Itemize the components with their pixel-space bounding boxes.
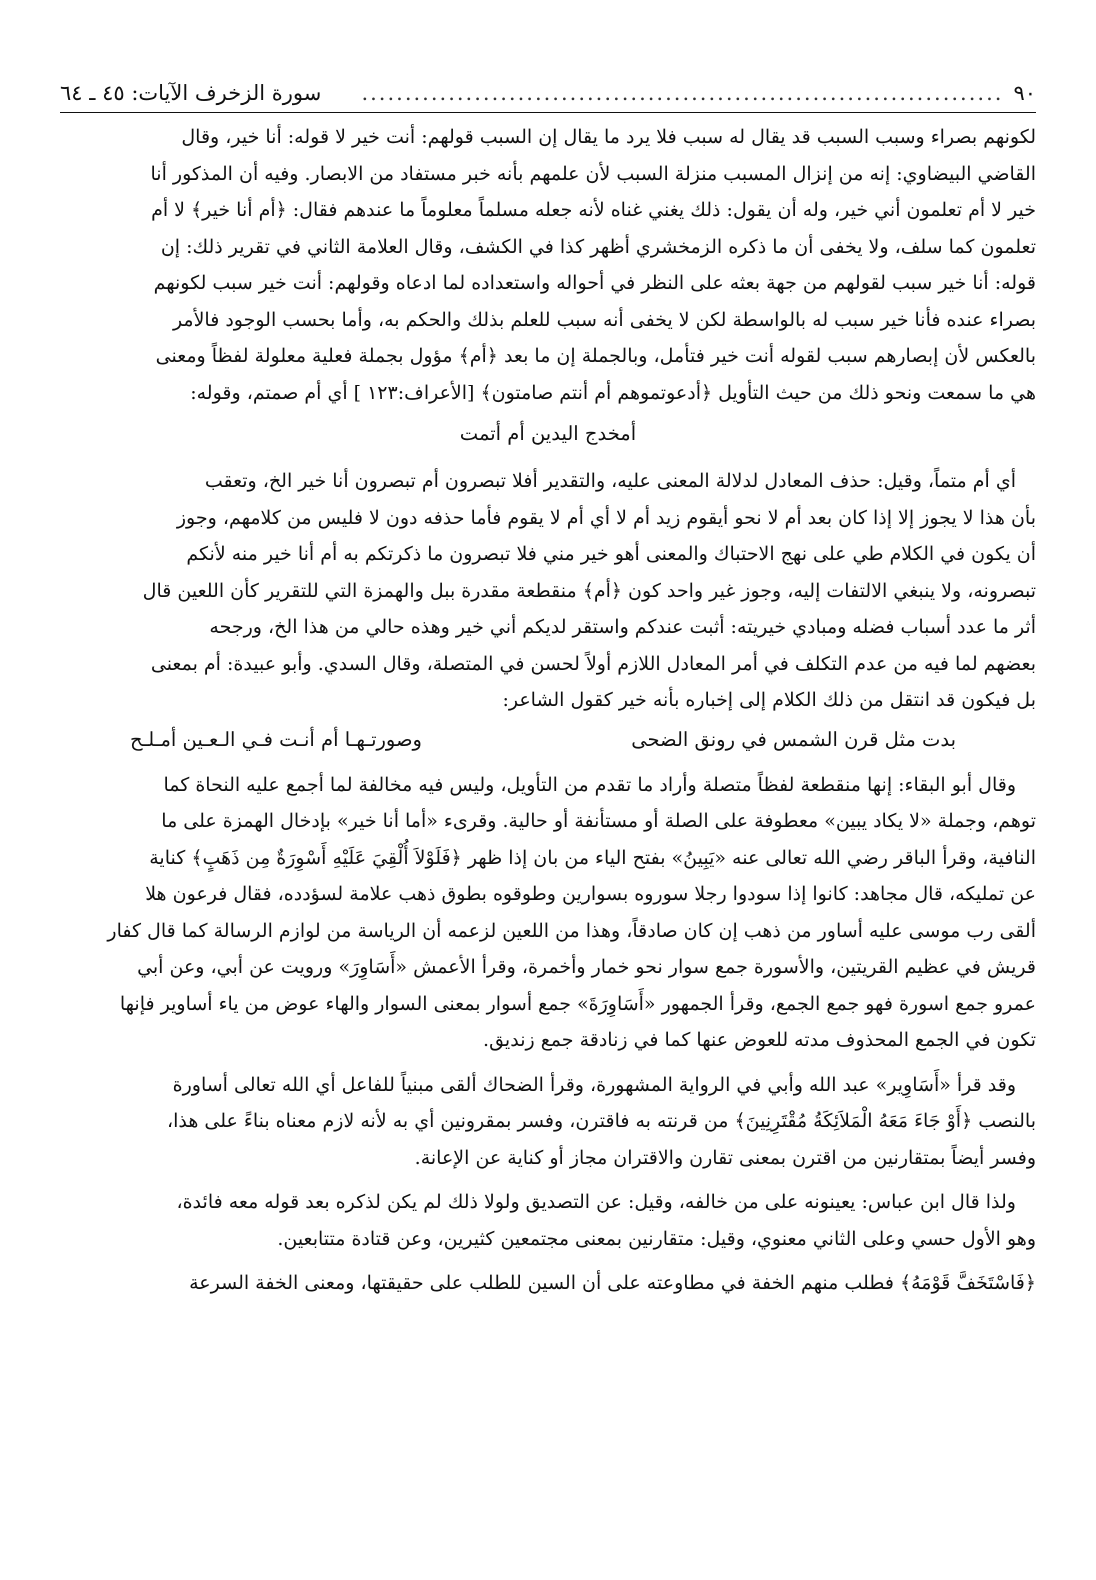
text-line: لكونهم بصراء وسبب السبب قد يقال له سبب فلا يرد ما يقال إن السبب قولهم: أنت خير لا قوله: أنا خير، وقال	[181, 126, 1036, 148]
text-line: تعلمون كما سلف، ولا يخفى أن ما ذكره الزمخشري أظهر كذا في الكشف، وقال العلامة الثاني في تقرير ذلك: إن	[160, 235, 1036, 258]
text-line: توهم، وجملة «لا يكاد يبين» معطوفة على الصلة أو مستأنفة أو حالية. وقرىء «أما أنا خير» بإدخال الهمزة على ما	[161, 810, 1036, 832]
paragraph-1	[60, 119, 1036, 411]
text-line: هي ما سمعت ونحو ذلك من حيث التأويل ﴿أدعوتموهم أم أنتم صامتون﴾ [الأعراف:١٢٣ ] أي أم صمتم، وقوله:	[190, 381, 1036, 404]
text-line: تكون في الجمع المحذوف مدته للعوض عنها كما في زنادقة جمع زنديق.	[483, 1029, 1036, 1051]
text-line: بأن هذا لا يجوز إلا إذا كان بعد أم لا نحو أيقوم زيد أم لا أي أم لا يقوم فأما حذفه دون لا فليس من كلامهم، وجوز	[176, 506, 1036, 529]
poem-first-hemistich: بدت مثل قرن الشمس في رونق الضحى	[631, 727, 956, 751]
verse-quote: أمخدج اليدين أم أتمت	[459, 422, 637, 445]
text-line: بعضهم لما فيه من عدم التكلف في أمر المعادل اللازم أولاً لحسن في المتصلة، وقال السدي. وأبو عبيدة: أم بمعنى	[150, 652, 1036, 675]
text-line: خير لا أم تعلمون أني خير، وله أن يقول: ذلك يغني غناه لأنه جعله مسلماً معلوماً ما عندهم فقال: ﴿أم أنا خير﴾ لا أم	[151, 199, 1036, 221]
text-line: النافية، وقرأ الباقر رضي الله تعالى عنه «يَبِينُ» بفتح الياء من بان إذا ظهر ﴿فَلَوْلاَ أُلْقِيَ عَلَيْهِ أَسْوِرَةٌ مِن ذَهَبٍ﴾ كناية	[149, 846, 1036, 869]
text-line: وهو الأول حسي وعلى الثاني معنوي، وقيل: متقارنين بمعنى مجتمعين كثيرين، وعن قتادة متتابعين.	[277, 1227, 1036, 1250]
paragraph-4	[60, 1067, 1036, 1177]
text-line: أي أم متماً، وقيل: حذف المعادل لدلالة المعنى عليه، والتقدير أفلا تبصرون أم تبصرون أنا خير الخ، وتعقب	[204, 470, 1016, 492]
paragraph-2	[60, 463, 1036, 719]
text-line: وقد قرأ «أَسَاوِير» عبد الله وأبي في الرواية المشهورة، وقرأ الضحاك ألقى مبنياً للفاعل أي الله تعالى أساورة	[172, 1073, 1016, 1096]
text-line: ولذا قال ابن عباس: يعينونه على من خالفه، وقيل: عن التصديق ولولا ذلك لم يكن لذكره بعد قوله معه فائدة،	[176, 1191, 1016, 1213]
text-line: قريش في عظيم القريتين، والأسورة جمع سوار نحو خمار وأخمرة، وقرأ الأعمش «أَسَاوِرَ» ورويت عن أبي، وعن أبي	[137, 956, 1036, 978]
text-line: أثر ما عدد أسباب فضله ومبادي خيريته: أثبت عندكم واستقر لديكم أني خير وهذه حالي من هذا الخ، ورجحه	[209, 616, 1036, 638]
text-line: بصراء عنده فأنا خير سبب له بالواسطة لكن لا يخفى أنه سبب للعلم بذلك والحكم به، وأما بحسب الوجود فالأمر	[172, 308, 1036, 331]
text-line: وقال أبو البقاء: إنها منقطعة لفظاً متصلة وأراد ما تقدم من التأويل، وليس فيه مخالفة لما أجمع عليه النحاة كما	[163, 773, 1016, 796]
text-line: بالنصب ﴿أَوْ جَاءَ مَعَهُ الْمَلاَئِكَةُ مُقْتَرِنِينَ﴾ من قرنته به فاقترن، وفسر بمقرونين أي به لأنه لازم معناه بناءً على هذا،	[166, 1110, 1036, 1132]
poem-verse	[60, 721, 1036, 759]
text-line: تبصرونه، ولا ينبغي الالتفات إليه، وجوز غير واحد كون ﴿أم﴾ منقطعة مقدرة ببل والهمزة التي للتقرير كأن اللعين قال	[142, 579, 1036, 602]
poem-second-hemistich: وصورتـهـا أم أنـت فـي الـعـين أمـلـح	[130, 727, 422, 751]
text-line: ألقى رب موسى عليه أساور من ذهب إن كان صادقاً، وهذا من اللعين لزعمه أن الرياسة من لوازم الرسالة كما قال كفار	[107, 919, 1036, 942]
text-line: القاضي البيضاوي: إنه من إنزال المسبب منزلة السبب لأن علمهم بأنه خبر مستفاد من الابصار. وفيه أن المذكور أنا	[150, 162, 1036, 185]
paragraph-gap	[60, 1176, 1036, 1184]
paragraph-gap	[60, 1257, 1036, 1265]
text-line: عن تمليكه، قال مجاهد: كانوا إذا سودوا رجلا سوروه بسوارين وطوقوه بطوق ذهب علامة لسؤدده، فقال فرعون هلا	[145, 883, 1036, 905]
body-text	[60, 119, 1036, 1302]
text-line: ﴿فَاسْتَخَفَّ قَوْمَهُ﴾ فطلب منهم الخفة في مطاوعته على أن السين للطلب على حقيقتها، ومعنى الخفة السرعة	[189, 1272, 1036, 1294]
text-line: عمرو جمع اسورة فهو جمع الجمع، وقرأ الجمهور «أَسَاوِرَةَ» جمع أسوار بمعنى السوار والهاء عوض من ياء أساوير فإنها	[119, 992, 1036, 1015]
paragraph-gap	[60, 1059, 1036, 1067]
paragraph-3	[60, 767, 1036, 1059]
paragraph-6	[60, 1265, 1036, 1302]
text-line: قوله: أنا خير سبب لقولهم من جهة بعثه على النظر في أحواله واستعداده لما ادعاه وقولهم: أنت خير سبب لكونهم	[153, 272, 1036, 294]
page-number: ٩٠	[1013, 81, 1036, 105]
page-header	[60, 78, 1036, 113]
text-line: أن يكون في الكلام طي على نهج الاحتباك والمعنى أهو خير مني فلا تبصرون ما ذكرتكم به أم أنا خير منه لأنكم	[186, 543, 1036, 565]
text-line: بل فيكون قد انتقل من ذلك الكلام إلى إخباره بأنه خير كقول الشاعر:	[502, 689, 1036, 711]
text-line: بالعكس لأن إبصارهم سبب لقوله أنت خير فتأمل، وبالجملة إن ما بعد ﴿أم﴾ مؤول بجملة فعلية معلولة لفظاً ومعنى	[155, 345, 1036, 367]
header-leader-dots: ..........................................................................	[361, 81, 1004, 105]
paragraph-5	[60, 1184, 1036, 1257]
surah-title: سورة الزخرف الآيات: ٤٥ ـ ٦٤	[60, 81, 322, 105]
text-line: وفسر أيضاً بمتقارنين من اقترن بمعنى تقارن والاقتران مجاز أو كناية عن الإعانة.	[414, 1146, 1036, 1169]
